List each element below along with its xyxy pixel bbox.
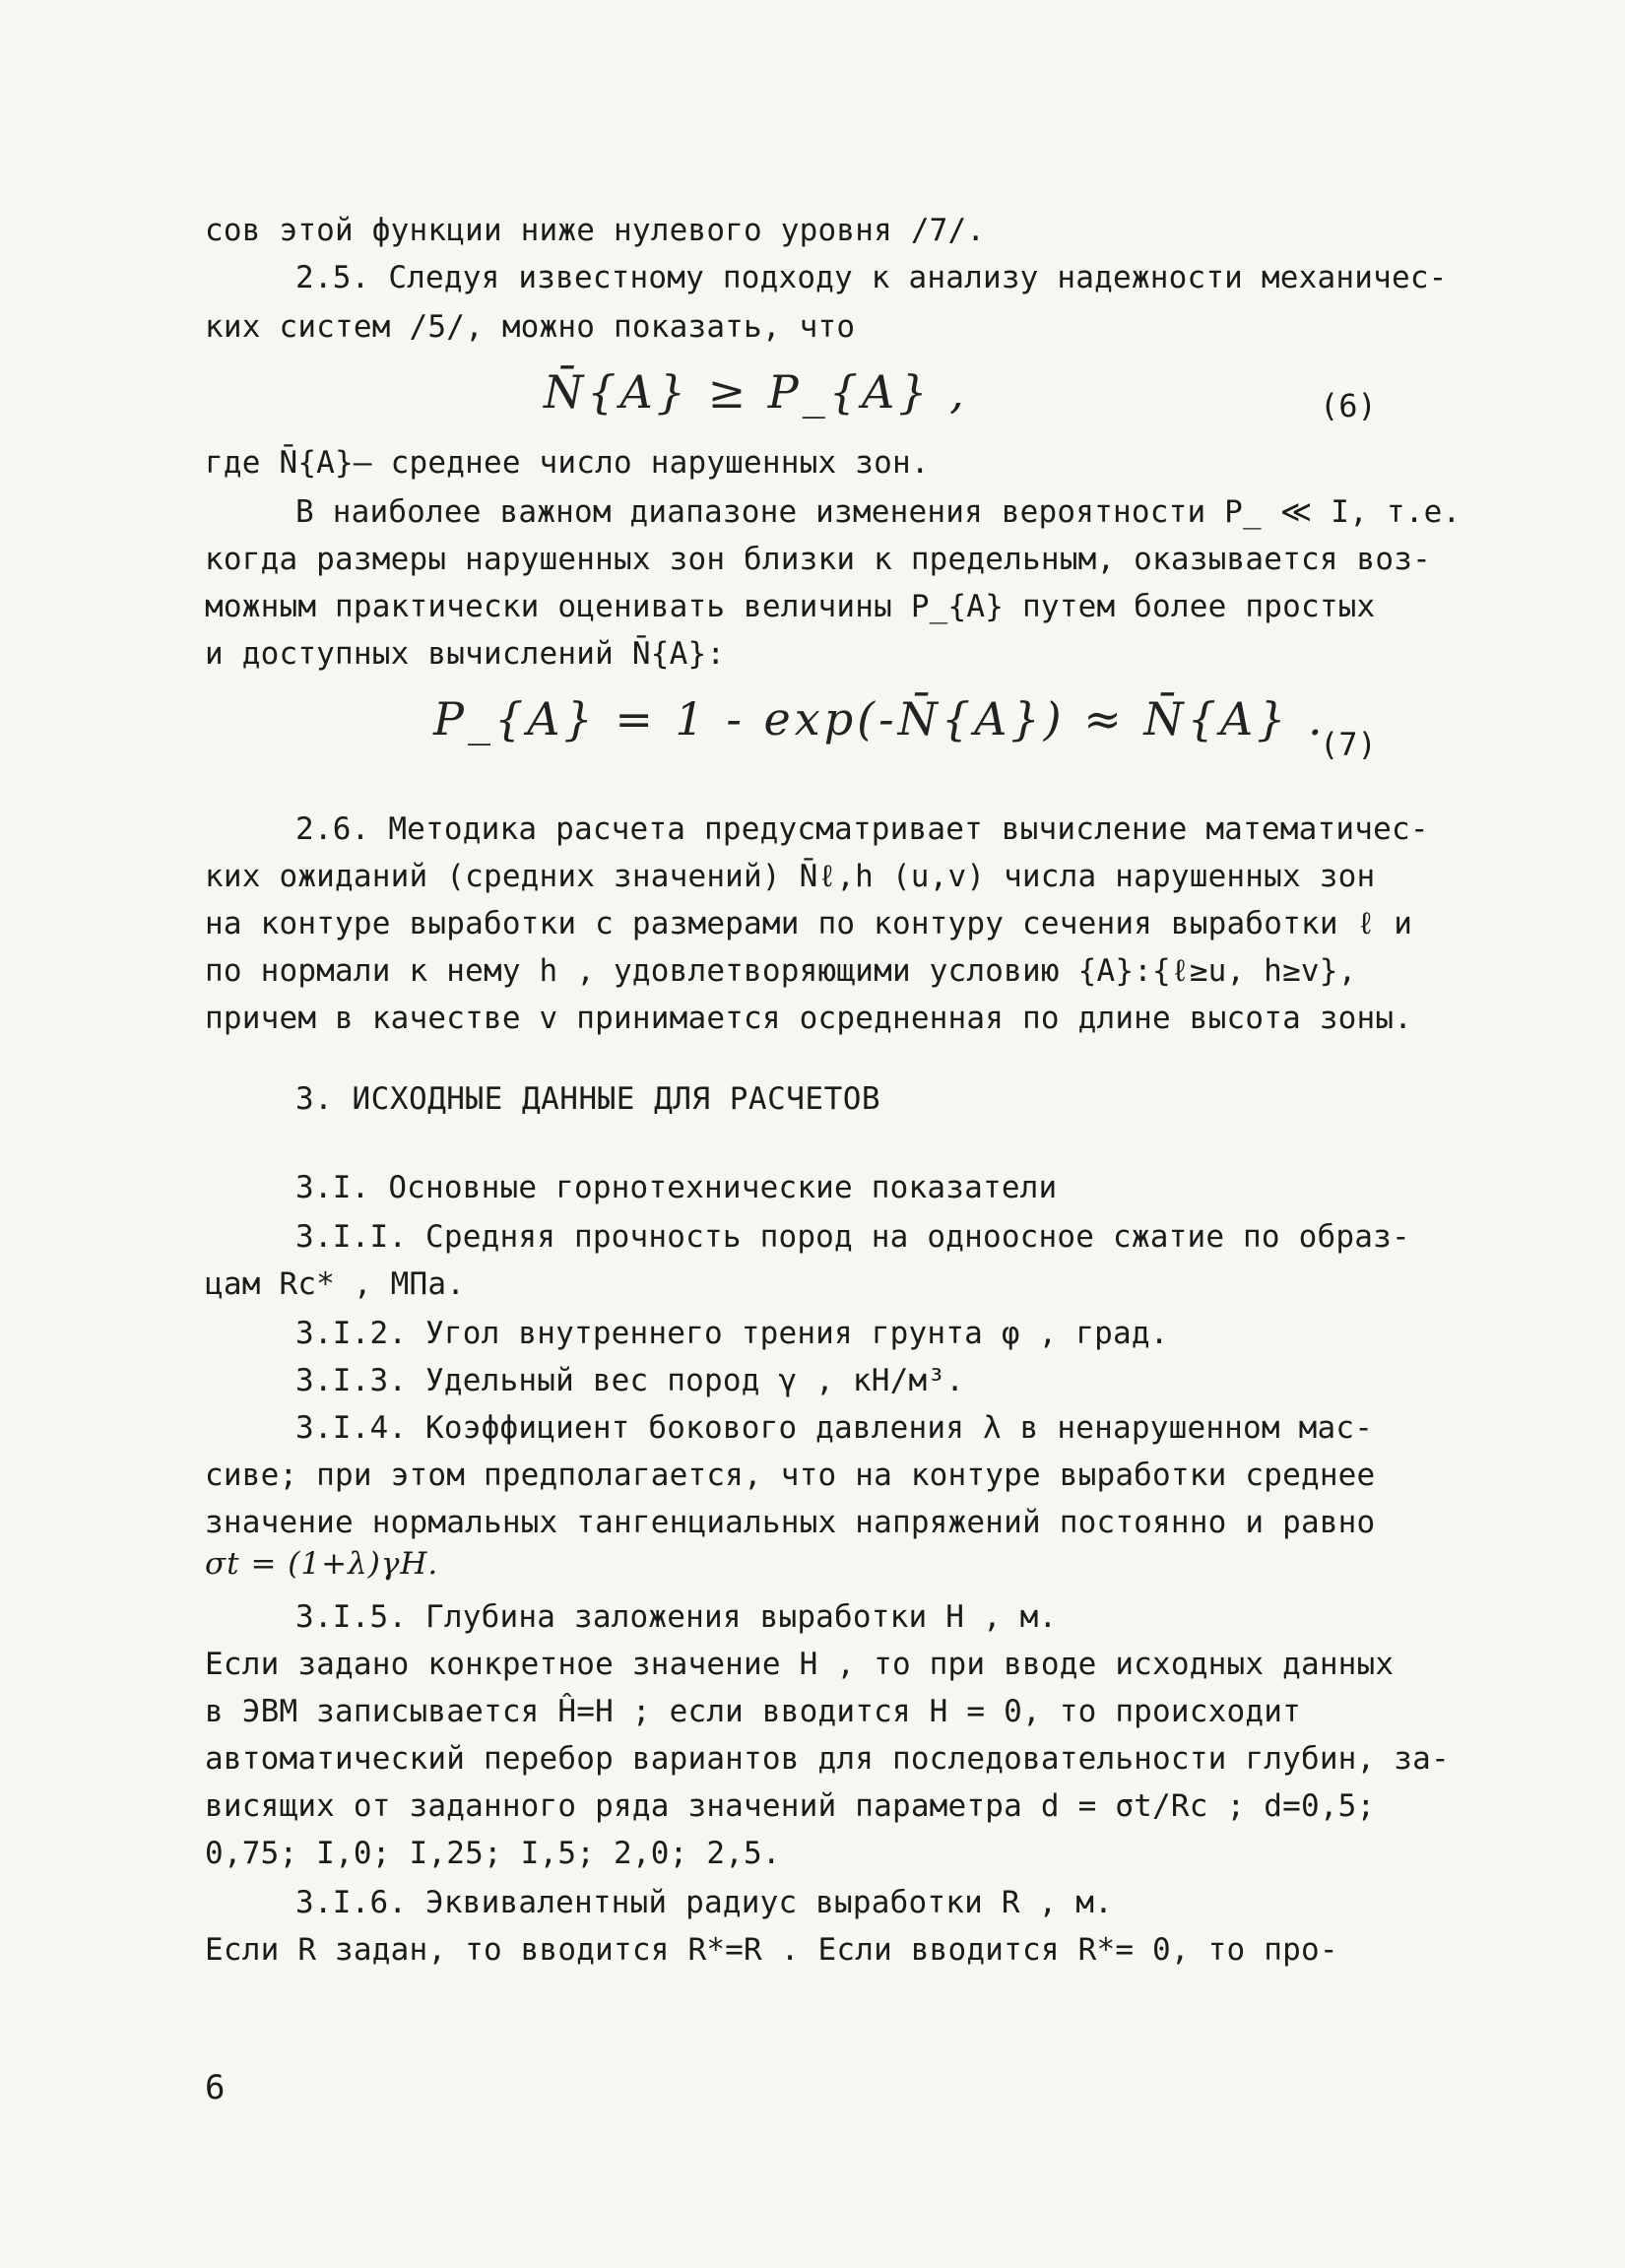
text-line: Если R задан, то вводится R*=R . Если вводится R*= 0, то про- <box>205 1932 1338 1968</box>
text-line: висящих от заданного ряда значений параметра d = σt/Rc ; d=0,5; <box>205 1788 1376 1824</box>
text-line: сиве; при этом предполагается, что на контуре выработки среднее <box>205 1458 1376 1493</box>
equation-number-6: (6) <box>1320 387 1377 424</box>
text-line: ких ожиданий (средних значений) N̄ℓ,h (u,v) числа нарушенных зон <box>205 859 1376 894</box>
text-line: 0,75; I,0; I,25; I,5; 2,0; 2,5. <box>205 1836 781 1871</box>
item-3-1-1: 3.I.I. Средняя прочность пород на одноосное сжатие по образ- <box>295 1219 1410 1255</box>
page-number: 6 <box>205 2068 226 2107</box>
item-3-1-2: 3.I.2. Угол внутреннего трения грунта φ , град. <box>295 1316 1169 1351</box>
section-heading-3: 3. ИСХОДНЫЕ ДАННЫЕ ДЛЯ РАСЧЕТОВ <box>295 1081 881 1117</box>
text-line: причем в качестве v принимается осредненная по длине высота зоны. <box>205 1001 1413 1036</box>
item-3-1-5: 3.I.5. Глубина заложения выработки H , м. <box>295 1599 1058 1635</box>
text-line: где N̄{A}– среднее число нарушенных зон. <box>205 445 930 481</box>
formula-6: N̄{A} ≥ P_{A} , <box>544 365 968 419</box>
text-line: значение нормальных тангенциальных напряжений постоянно и равно <box>205 1505 1376 1540</box>
equation-number-7: (7) <box>1320 726 1377 763</box>
text-line: можным практически оценивать величины P_{A} путем более простых <box>205 589 1376 624</box>
text-line: ких систем /5/, можно показать, что <box>205 309 856 345</box>
item-3-1-3: 3.I.3. Удельный вес пород γ , кН/м³. <box>295 1363 965 1398</box>
text-line: на контуре выработки с размерами по контуру сечения выработки ℓ и <box>205 906 1413 941</box>
text-line: и доступных вычислений N̄{A}: <box>205 636 726 672</box>
text-line: автоматический перебор вариантов для последовательности глубин, за- <box>205 1741 1450 1777</box>
subsection-heading-3-1: 3.I. Основные горнотехнические показатели <box>295 1170 1058 1205</box>
text-line: В наиболее важном диапазоне изменения вероятности P_ ≪ I, т.е. <box>295 494 1462 530</box>
section-2-5-line: 2.5. Следуя известному подходу к анализу надежности механичес- <box>295 260 1448 295</box>
text-line: цам Rc* , МПа. <box>205 1266 466 1302</box>
text-line: по нормали к нему h , удовлетворяющими условию {A}:{ℓ≥u, h≥v}, <box>205 953 1357 989</box>
text-line: когда размеры нарушенных зон близки к предельным, оказывается воз- <box>205 542 1431 577</box>
formula-7: P_{A} = 1 - exp(-N̄{A}) ≈ N̄{A} . <box>433 692 1327 745</box>
inline-formula: σt = (1+λ)γH. <box>205 1546 439 1582</box>
text-line: в ЭВМ записывается Ĥ=H ; если вводится H = 0, то происходит <box>205 1694 1301 1729</box>
section-2-6-line: 2.6. Методика расчета предусматривает вычисление математичес- <box>295 811 1429 847</box>
item-3-1-6: 3.I.6. Эквивалентный радиус выработки R , м. <box>295 1885 1113 1920</box>
text-line: сов этой функции ниже нулевого уровня /7/. <box>205 213 986 248</box>
item-3-1-4: 3.I.4. Коэффициент бокового давления λ в ненарушенном мас- <box>295 1410 1374 1446</box>
text-line: Если задано конкретное значение H , то при вводе исходных данных <box>205 1647 1395 1682</box>
